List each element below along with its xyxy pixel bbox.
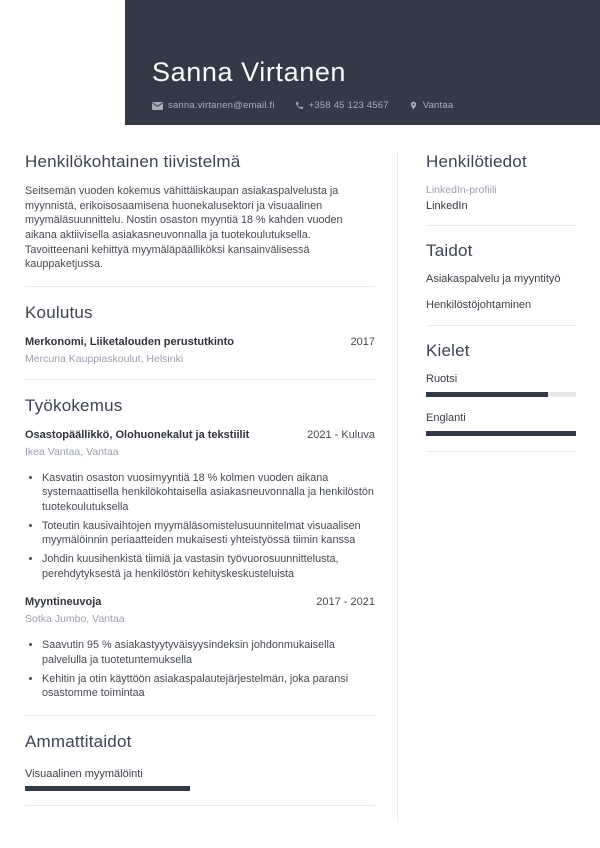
work-title: Työkokemus	[25, 395, 123, 415]
language-bar-fill	[426, 392, 548, 397]
location-text: Vantaa	[422, 100, 454, 111]
sidebar-skill: Henkilöstöjohtaminen	[426, 299, 532, 311]
language-item	[426, 412, 576, 436]
divider	[25, 805, 375, 806]
job-entry	[25, 595, 375, 701]
job-bullet-list	[42, 471, 375, 582]
skill-bar-fill	[25, 786, 190, 791]
skill-label: Visuaalinen myymälöinti	[25, 767, 143, 780]
job-bullet: • Toteutin kausivaihtojen myymäläsomistelusuunnitelmat visuaalisen myymälöinnin periaatteiden mukaisesti yhteistyössä tiimin kanssa	[42, 519, 375, 548]
divider	[25, 286, 375, 287]
resume-body	[0, 125, 600, 848]
phone-icon	[295, 101, 304, 110]
job-bullet: • Kasvatin osaston vuosimyyntiä 18 % kolmen vuoden aikana systemaattisella henkilökohtaisella asiakasneuvonnalla ja henkilöstön tuotekoulutuksella	[42, 471, 375, 515]
summary-text: Seitsemän vuoden kokemus vähittäiskaupan asiakaspalvelusta ja myynnistä, erikoisosaamisena huonekalusektori ja visuaalinen myymäläsuunnittelu. Nostin osaston myyntiä 18 % kahden vuoden aikana aktiivisella asiakasneuvonnalla ja tuotekoulutuksella. Tavoitteenani kehittyä myymäläpäälliköksi kansainvälisessä kauppaketjussa.	[25, 185, 343, 271]
location-pin-icon	[409, 100, 418, 111]
contact-row	[152, 100, 576, 111]
job-date: 2017 - 2021	[316, 596, 375, 609]
summary-section	[25, 152, 375, 272]
linkedin-link[interactable]: LinkedIn	[426, 200, 468, 212]
email-item	[152, 100, 275, 111]
job-role: Osastopäällikkö, Olohuonekalut ja tekstiilit	[25, 428, 250, 441]
personal-info-title: Henkilötiedot	[426, 152, 527, 171]
skill-item	[25, 768, 375, 791]
language-item	[426, 373, 576, 397]
job-date: 2021 - Kuluva	[307, 428, 375, 441]
job-company: Sotka Jumbo, Vantaa	[25, 613, 125, 626]
professional-skills-section	[25, 732, 375, 791]
job-company: Ikea Vantaa, Vantaa	[25, 445, 119, 458]
divider	[426, 451, 576, 452]
language-label: Ruotsi	[426, 373, 458, 385]
summary-title: Henkilökohtainen tiivistelmä	[25, 152, 241, 171]
job-entry-head	[25, 595, 375, 610]
main-column	[25, 152, 375, 848]
divider	[25, 715, 375, 716]
sidebar-skill: Asiakaspalvelu ja myyntityö	[426, 273, 561, 285]
job-bullet: • Kehitin ja otin käyttöön asiakaspalautejärjestelmän, joka paransi osastomme toimintaa	[42, 672, 375, 701]
job-role: Myyntineuvoja	[25, 596, 102, 609]
job-entry-head	[25, 428, 375, 443]
education-section	[25, 303, 375, 365]
work-section	[25, 396, 375, 701]
divider	[25, 379, 375, 380]
sidebar-column	[397, 152, 576, 822]
job-bullet: • Saavutin 95 % asiakastyytyväisyysindeksin johdonmukaisella palvelulla ja tuotetuntemuksella	[42, 638, 375, 667]
email-text: sanna.virtanen@email.fi	[168, 100, 275, 111]
location-item	[409, 100, 454, 111]
phone-item	[295, 100, 389, 111]
envelope-icon	[152, 102, 163, 110]
school-name: Mercuria Kauppiaskoulut, Helsinki	[25, 352, 184, 365]
person-name: Sanna Virtanen	[152, 57, 347, 87]
professional-skills-title: Ammattitaidot	[25, 731, 132, 751]
personal-info-section	[426, 152, 576, 212]
job-bullet: • Johdin kuusihenkistä tiimiä ja vastasin työvuorosuunnittelusta, perehdytyksestä ja henkilöstön kehityskeskusteluista	[42, 552, 375, 581]
resume-header	[125, 0, 600, 125]
skills-section	[426, 241, 576, 311]
language-bar-track	[426, 392, 576, 397]
education-title: Koulutus	[25, 303, 93, 323]
job-entry	[25, 428, 375, 582]
language-bar-fill	[426, 431, 576, 436]
language-label: Englanti	[426, 412, 466, 424]
skill-bar-track	[25, 786, 190, 791]
languages-section	[426, 341, 576, 436]
job-bullet-list	[42, 638, 375, 701]
language-bar-track	[426, 431, 576, 436]
divider	[426, 225, 576, 226]
education-entry	[25, 335, 375, 365]
divider	[426, 325, 576, 326]
education-entry-head	[25, 335, 375, 350]
skills-title: Taidot	[426, 241, 473, 260]
phone-text: +358 45 123 4567	[308, 100, 389, 111]
degree-date: 2017	[350, 336, 375, 349]
linkedin-label: LinkedIn-profiili	[426, 184, 497, 196]
languages-title: Kielet	[426, 341, 470, 360]
degree-title: Merkonomi, Liiketalouden perustutkinto	[25, 336, 235, 349]
